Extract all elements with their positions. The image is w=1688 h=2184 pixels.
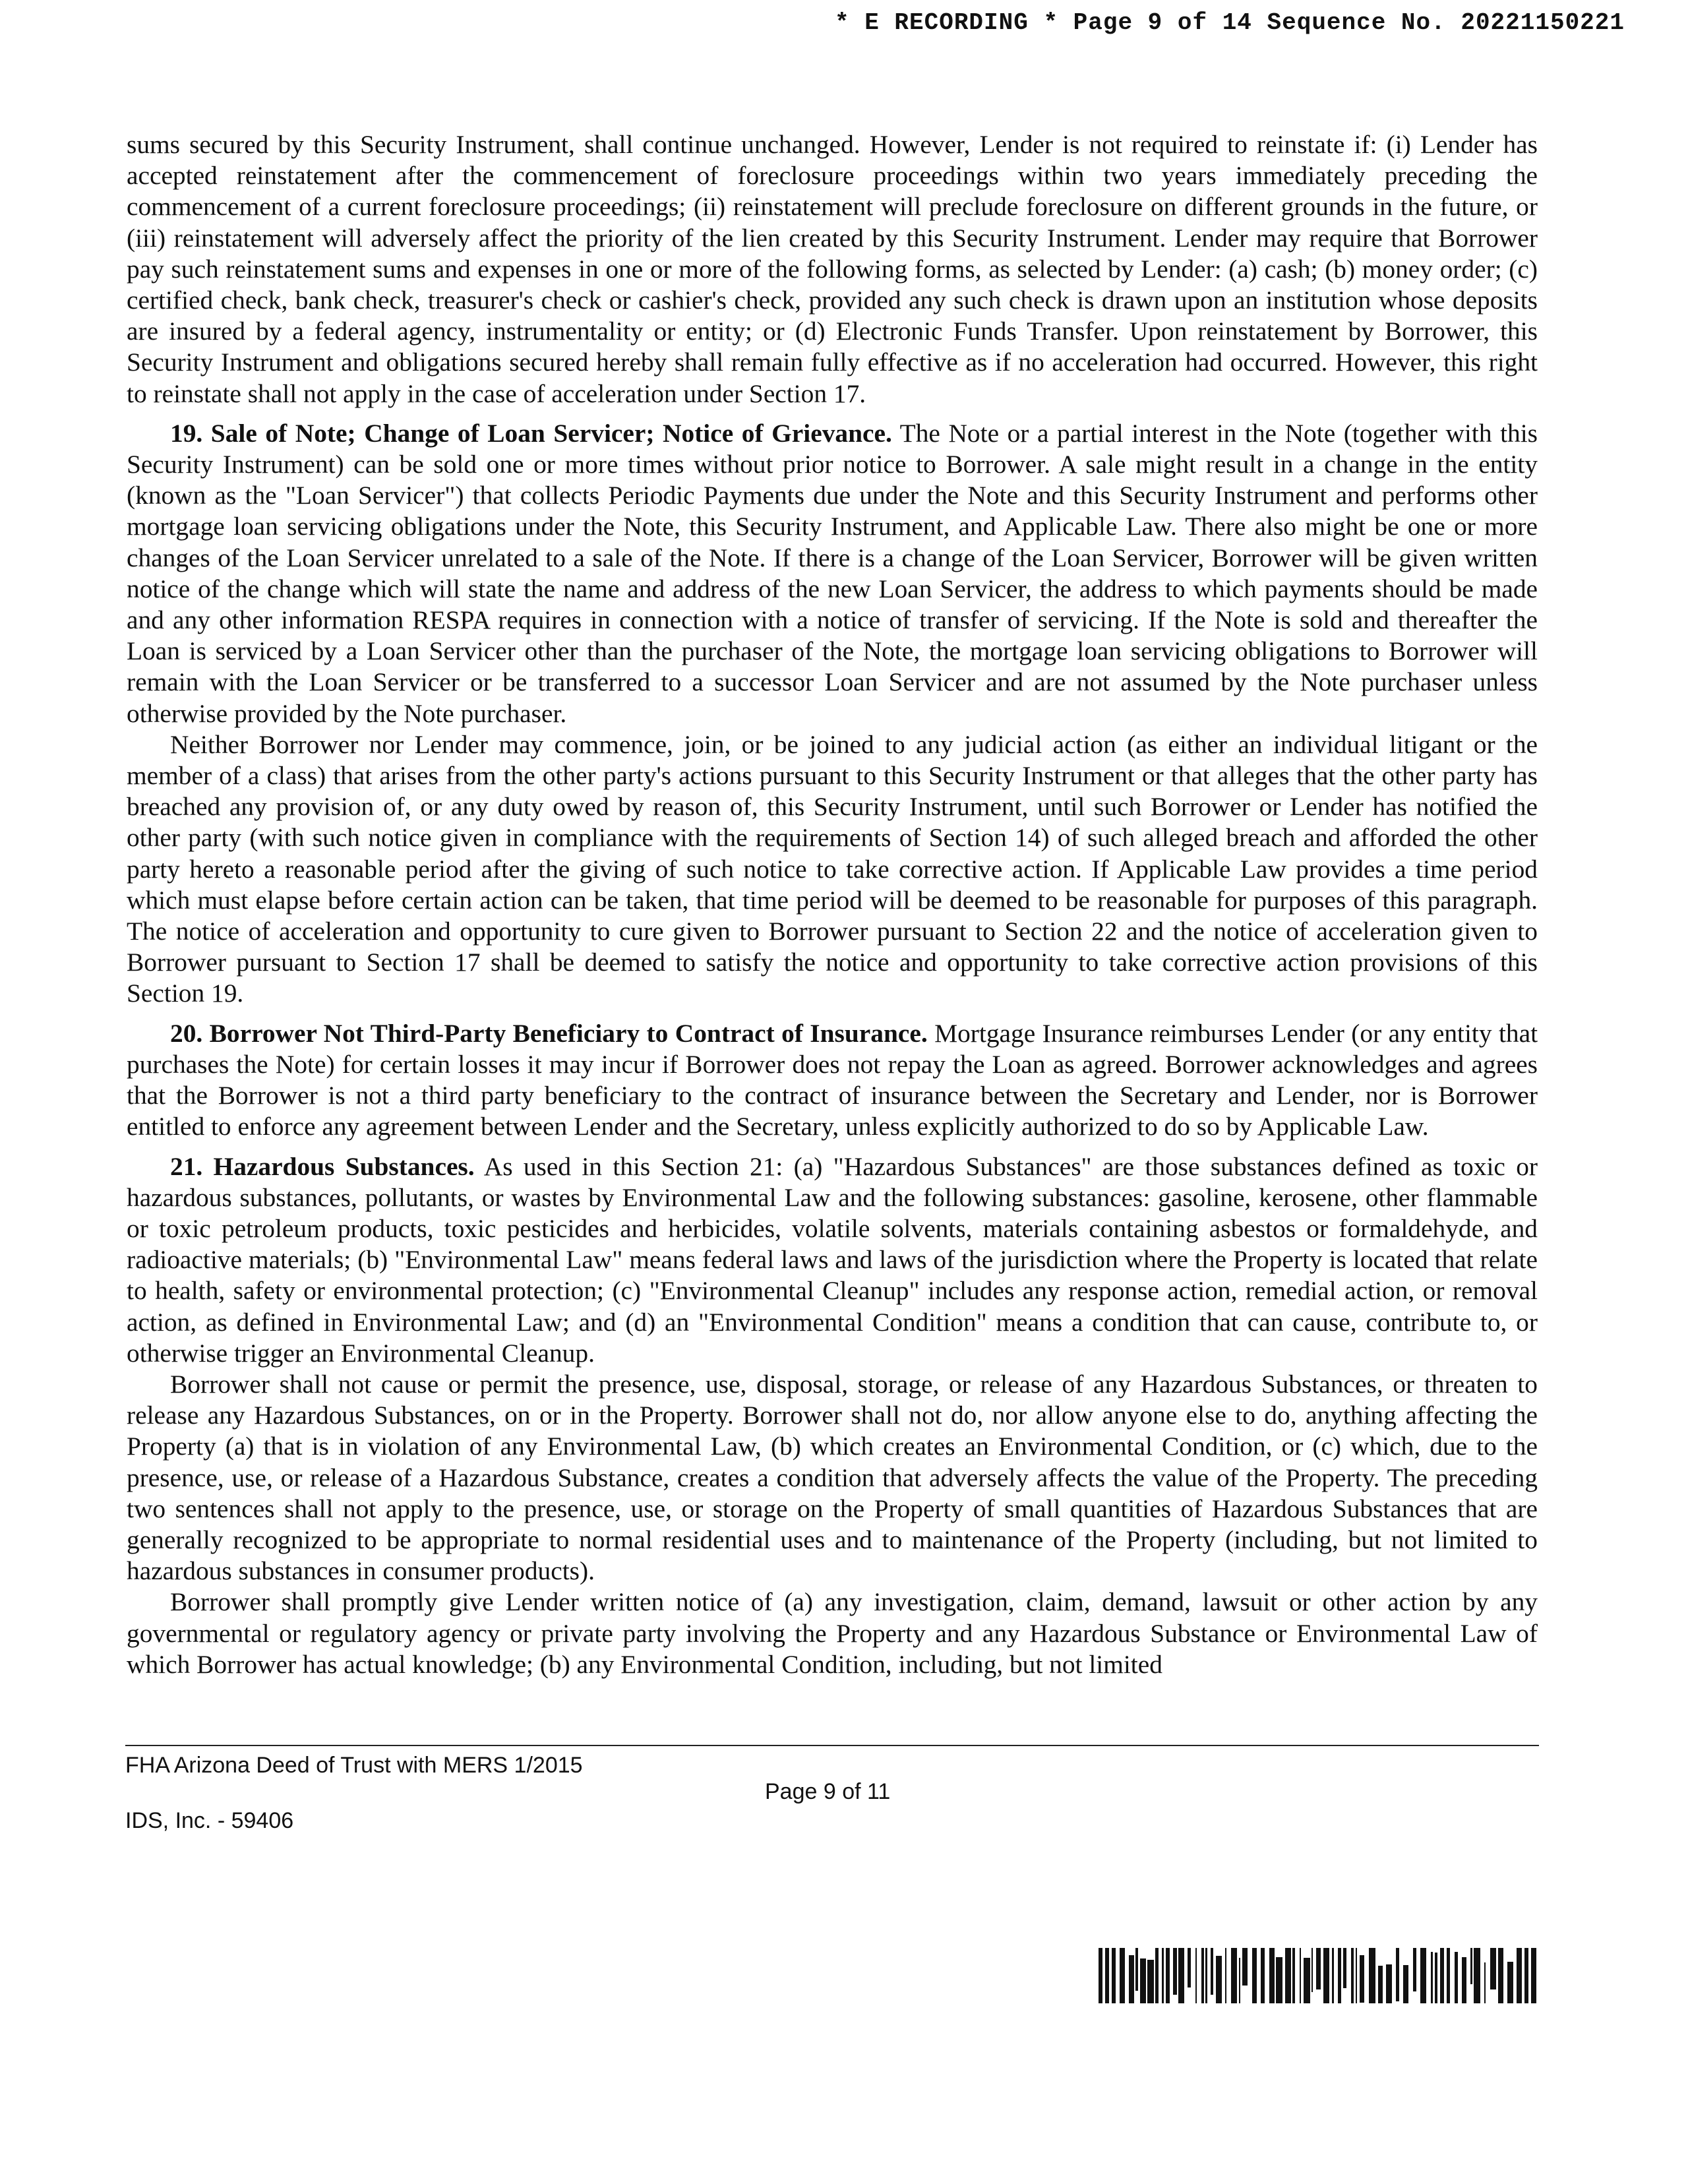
section-heading: 19. Sale of Note; Change of Loan Servicer; Notice of Grievance. [170, 418, 892, 448]
section-heading: 20. Borrower Not Third-Party Beneficiary to Contract of Insurance. [170, 1018, 928, 1048]
section-20 [127, 1018, 1538, 1143]
footer-divider [125, 1745, 1539, 1746]
document-body [127, 129, 1538, 1680]
vendor-id: IDS, Inc. - 59406 [125, 1808, 294, 1833]
section-19 [127, 418, 1538, 729]
section-text: As used in this Section 21: (a) "Hazardous Substances" are those substances defined as toxic or hazardous substances, pollutants, or wastes by Environmental Law and the following substances: gasoline, kerosene, other flammable or toxic petroleum products, toxic pesticides and herbicides, volatile solvents, materials containing asbestos or formaldehyde, and radioactive materials; (b) "Environmental Law" means federal laws and laws of the jurisdiction where the Property is located that relate to health, safety or environmental protection; (c) "Environmental Cleanup" includes any response action, remedial action, or removal action, as defined in Environmental Law; and (d) an "Environmental Condition" means a condition that can cause, contribute to, or otherwise trigger an Environmental Cleanup. [127, 1151, 1538, 1368]
section-text: The Note or a partial interest in the Note (together with this Security Instrument) can be sold one or more times without prior notice to Borrower. A sale might result in a change in the entity (known as the "Loan Servicer") that collects Periodic Payments due under the Note and this Security Instrument and performs other mortgage loan servicing obligations under the Note, this Security Instrument, and Applicable Law. There also might be one or more changes of the Loan Servicer unrelated to a sale of the Note. If there is a change of the Loan Servicer, Borrower will be given written notice of the change which will state the name and address of the new Loan Servicer, the address to which payments should be made and any other information RESPA requires in connection with a notice of transfer of servicing. If the Note is sold and thereafter the Loan is serviced by a Loan Servicer other than the purchaser of the Note, the mortgage loan servicing obligations to Borrower will remain with the Loan Servicer or be transferred to a successor Loan Servicer and are not assumed by the Note purchaser unless otherwise provided by the Note purchaser. [127, 418, 1538, 728]
section-21 [127, 1151, 1538, 1369]
section-heading: 21. Hazardous Substances. [170, 1151, 475, 1181]
section-text: Mortgage Insurance reimburses Lender (or any entity that purchases the Note) for certain losses it may incur if Borrower does not repay the Loan as agreed. Borrower acknowledges and agrees that the Borrower is not a third party beneficiary to the contract of insurance between the Secretary and Lender, nor is Borrower entitled to enforce any agreement between Lender and the Secretary, unless explicitly authorized to do so by Applicable Law. [127, 1018, 1538, 1141]
continuation-paragraph: sums secured by this Security Instrument, shall continue unchanged. However, Lender is not required to reinstate if: (i) Lender has accepted reinstatement after the commencement of foreclosure proceedings within two years immediately preceding the commencement of a current foreclosure proceedings; (ii) reinstatement will preclude foreclosure on different grounds in the future, or (iii) reinstatement will adversely affect the priority of the lien created by this Security Instrument. Lender may require that Borrower pay such reinstatement sums and expenses in one or more of the following forms, as selected by Lender: (a) cash; (b) money order; (c) certified check, bank check, treasurer's check or cashier's check, provided any such check is drawn upon an institution whose deposits are insured by a federal agency, instrumentality or entity; or (d) Electronic Funds Transfer. Upon reinstatement by Borrower, this Security Instrument and obligations secured hereby shall remain fully effective as if no acceleration had occurred. However, this right to reinstate shall not apply in the case of acceleration under Section 17. [127, 130, 1538, 408]
section-21-paragraph-3: Borrower shall promptly give Lender written notice of (a) any investigation, claim, demand, lawsuit or other action by any governmental or regulatory agency or private party involving the Property and any Hazardous Substance or Environmental Law of which Borrower has actual knowledge; (b) any Environmental Condition, including, but not limited [127, 1587, 1538, 1679]
recording-stamp: * E RECORDING * Page 9 of 14 Sequence No. 20221150221 [835, 9, 1625, 36]
section-21-paragraph-2: Borrower shall not cause or permit the presence, use, disposal, storage, or release of any Hazardous Substances, or threaten to release any Hazardous Substances, on or in the Property. Borrower shall not do, nor allow anyone else to do, anything affecting the Property (a) that is in violation of any Environmental Law, (b) which creates an Environmental Condition, or (c) which, due to the presence, use, or release of a Hazardous Substance, creates a condition that adversely affects the value of the Property. The preceding two sentences shall not apply to the presence, use, or storage on the Property of small quantities of Hazardous Substances that are generally recognized to be appropriate to normal residential uses and to maintenance of the Property (including, but not limited to hazardous substances in consumer products). [127, 1369, 1538, 1586]
section-19-paragraph-2: Neither Borrower nor Lender may commence, join, or be joined to any judicial action (as either an individual litigant or the member of a class) that arises from the other party's actions pursuant to this Security Instrument or that alleges that the other party has breached any provision of, or any duty owed by reason of, this Security Instrument, until such Borrower or Lender has notified the other party (with such notice given in compliance with the requirements of Section 14) of such alleged breach and afforded the other party hereto a reasonable period after the giving of such notice to take corrective action. If Applicable Law provides a time period which must elapse before certain action can be taken, that time period will be deemed to be reasonable for purposes of this paragraph. The notice of acceleration and opportunity to cure given to Borrower pursuant to Section 22 and the notice of acceleration given to Borrower pursuant to Section 17 shall be deemed to satisfy the notice and opportunity to take corrective action provisions of this Section 19. [127, 729, 1538, 1008]
form-name: FHA Arizona Deed of Trust with MERS 1/2015 [125, 1753, 583, 1778]
page-number: Page 9 of 11 [765, 1779, 891, 1804]
barcode-icon [1099, 1948, 1539, 2003]
